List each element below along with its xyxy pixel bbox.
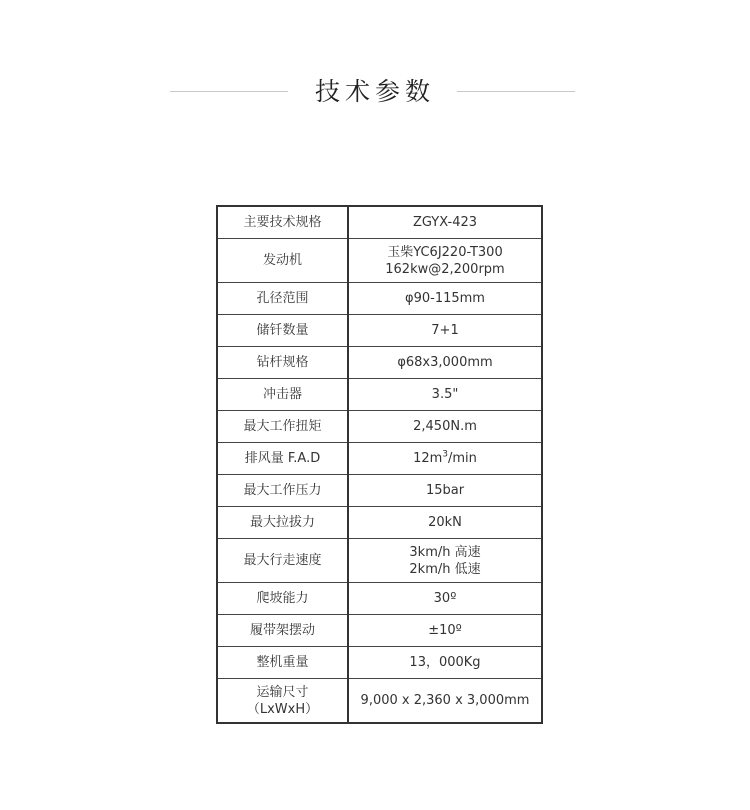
spec-value: 2,450N.m (348, 411, 542, 443)
table-row (217, 647, 542, 679)
spec-value-line: 3km/h 高速 (409, 544, 481, 560)
heading-divider-left (170, 91, 288, 92)
spec-value-line: 玉柴YC6J220-T300 (387, 244, 503, 260)
spec-label: 最大工作压力 (217, 475, 348, 507)
spec-value: φ90-115mm (348, 283, 542, 315)
table-row (217, 315, 542, 347)
spec-value: 3.5" (348, 379, 542, 411)
table-row (217, 475, 542, 507)
spec-value (348, 539, 542, 583)
spec-table (216, 205, 543, 724)
spec-value: 15bar (348, 475, 542, 507)
spec-label: 主要技术规格 (217, 206, 348, 239)
spec-label: 孔径范围 (217, 283, 348, 315)
table-row (217, 239, 542, 283)
section-heading (0, 72, 750, 112)
spec-label-line: 运输尺寸 (256, 684, 309, 700)
spec-value: 13，000Kg (348, 647, 542, 679)
spec-value: 30º (348, 583, 542, 615)
spec-label: 整机重量 (217, 647, 348, 679)
spec-value-line: 162kw@2,200rpm (385, 261, 505, 277)
spec-label: 最大工作扭矩 (217, 411, 348, 443)
spec-value: 20kN (348, 507, 542, 539)
table-row (217, 615, 542, 647)
table-row (217, 679, 542, 724)
table-row (217, 347, 542, 379)
spec-label (217, 679, 348, 724)
table-row (217, 411, 542, 443)
spec-label: 最大行走速度 (217, 539, 348, 583)
spec-label: 履带架摆动 (217, 615, 348, 647)
spec-label: 储钎数量 (217, 315, 348, 347)
table-row (217, 583, 542, 615)
spec-label-line: （LxWxH） (246, 701, 319, 717)
spec-value (348, 443, 542, 475)
spec-value-line: 2km/h 低速 (409, 561, 481, 577)
table-row (217, 507, 542, 539)
spec-value: ±10º (348, 615, 542, 647)
spec-value: ZGYX-423 (348, 206, 542, 239)
table-row (217, 206, 542, 239)
table-row (217, 379, 542, 411)
spec-value: 9,000 x 2,360 x 3,000mm (348, 679, 542, 724)
heading-divider-right (457, 91, 575, 92)
page-title: 技术参数 (314, 77, 435, 106)
spec-label: 钻杆规格 (217, 347, 348, 379)
spec-value-superscript: 3 (442, 449, 449, 460)
spec-value-text: 12m (413, 451, 443, 466)
spec-label: 发动机 (217, 239, 348, 283)
spec-label: 冲击器 (217, 379, 348, 411)
table-row (217, 443, 542, 475)
spec-value: 7+1 (348, 315, 542, 347)
table-row (217, 283, 542, 315)
spec-label: 排风量 F.A.D (217, 443, 348, 475)
spec-value-text: /min (448, 451, 477, 466)
spec-value (348, 239, 542, 283)
spec-label: 最大拉拔力 (217, 507, 348, 539)
table-row (217, 539, 542, 583)
spec-value: φ68x3,000mm (348, 347, 542, 379)
spec-label: 爬坡能力 (217, 583, 348, 615)
